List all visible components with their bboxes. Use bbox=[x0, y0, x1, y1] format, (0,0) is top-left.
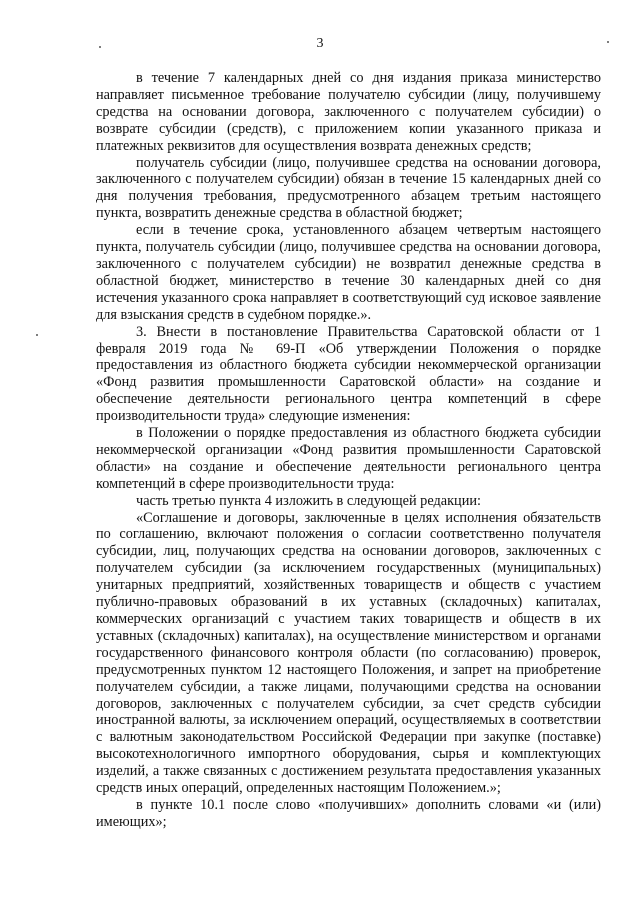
document-body bbox=[96, 70, 601, 831]
scan-speck bbox=[36, 334, 38, 336]
scan-speck bbox=[99, 46, 101, 48]
paragraph-court-claim: если в течение срока, установленного абзацем четвертым настоящего пункта, получатель субсидии (лицо, получившее средства на основании договора, заключенного с получателем субсидии) не возвратил денежные средства в областной бюджет, министерство в течение 30 календарных дней со дня истечения указанного срока направляет в соответствующий суд исковое заявление для взыскания средств в судебном порядке.». bbox=[96, 222, 601, 323]
paragraph-item-3: 3. Внести в постановление Правительства Саратовской области от 1 февраля 2019 года № 69-П «Об утверждении Положения о порядке предоставления из областного бюджета субсидии некоммерческой организации «Фонд развития промышленности Саратовской области» на создание и обеспечение деятельности регионального центра компетенций в сфере производительности труда» следующие изменения: bbox=[96, 323, 601, 425]
paragraph-return-demand: в течение 7 календарных дней со дня издания приказа министерство направляет письменное требование получателю субсидии (лицу, получившему средства на основании договора, заключенного с получателем субсидии) о возврате субсидии (средств), с приложением копии указанного приказа и платежных реквизитов для осуществления возврата денежных средств; bbox=[96, 70, 601, 154]
paragraph-regulation-changes: в Положении о порядке предоставления из областного бюджета субсидии некоммерческой организации «Фонд развития промышленности Саратовской области» на создание и обеспечение деятельности регионального центра компетенций в сфере производительности труда: bbox=[96, 425, 601, 492]
paragraph-return-deadline: получатель субсидии (лицо, получившее средства на основании договора, заключенного с получателем субсидии) обязан в течение 15 календарных дней со дня получения требования, предусмотренного абзацем третьим настоящего пункта, возвратить денежные средства в областной бюджет; bbox=[96, 154, 601, 222]
paragraph-item-10-1: в пункте 10.1 после слово «получивших» дополнить словами «и (или) имеющих»; bbox=[96, 796, 601, 830]
paragraph-agreement-text: «Соглашение и договоры, заключенные в целях исполнения обязательств по соглашению, включают положения о согласии соответственно получателя субсидии, лиц, получающих средства на основании договоров, заключенных с получателем субсидии (за исключением государственных (муниципальных) унитарных предприятий, хозяйственных товариществ и обществ с участием публично-правовых образований в их уставных (складочных) капиталах, коммерческих организаций с участием таких товариществ и обществ в их уставных (складочных) капиталах), на осуществление министерством и органами государственного финансового контроля области (по согласованию) проверок, предусмотренных пунктом 12 настоящего Положения, и запрет на приобретение получателем субсидии, а также лицами, получающими средства на основании договоров, заключенных с получателем субсидии, за счет средств субсидии иностранной валюты, за исключением операций, осуществляемых в соответствии с валютным законодательством Российской Федерации при закупке (поставке) высокотехнологичного импортного оборудования, сырья и комплектующих изделий, а также связанных с достижением результата предоставления указанных средств иных операций, определенных настоящим Положением.»; bbox=[96, 509, 601, 797]
page-number: 3 bbox=[316, 36, 324, 51]
scan-speck bbox=[607, 41, 609, 43]
paragraph-part-three: часть третью пункта 4 изложить в следующей редакции: bbox=[136, 492, 481, 509]
